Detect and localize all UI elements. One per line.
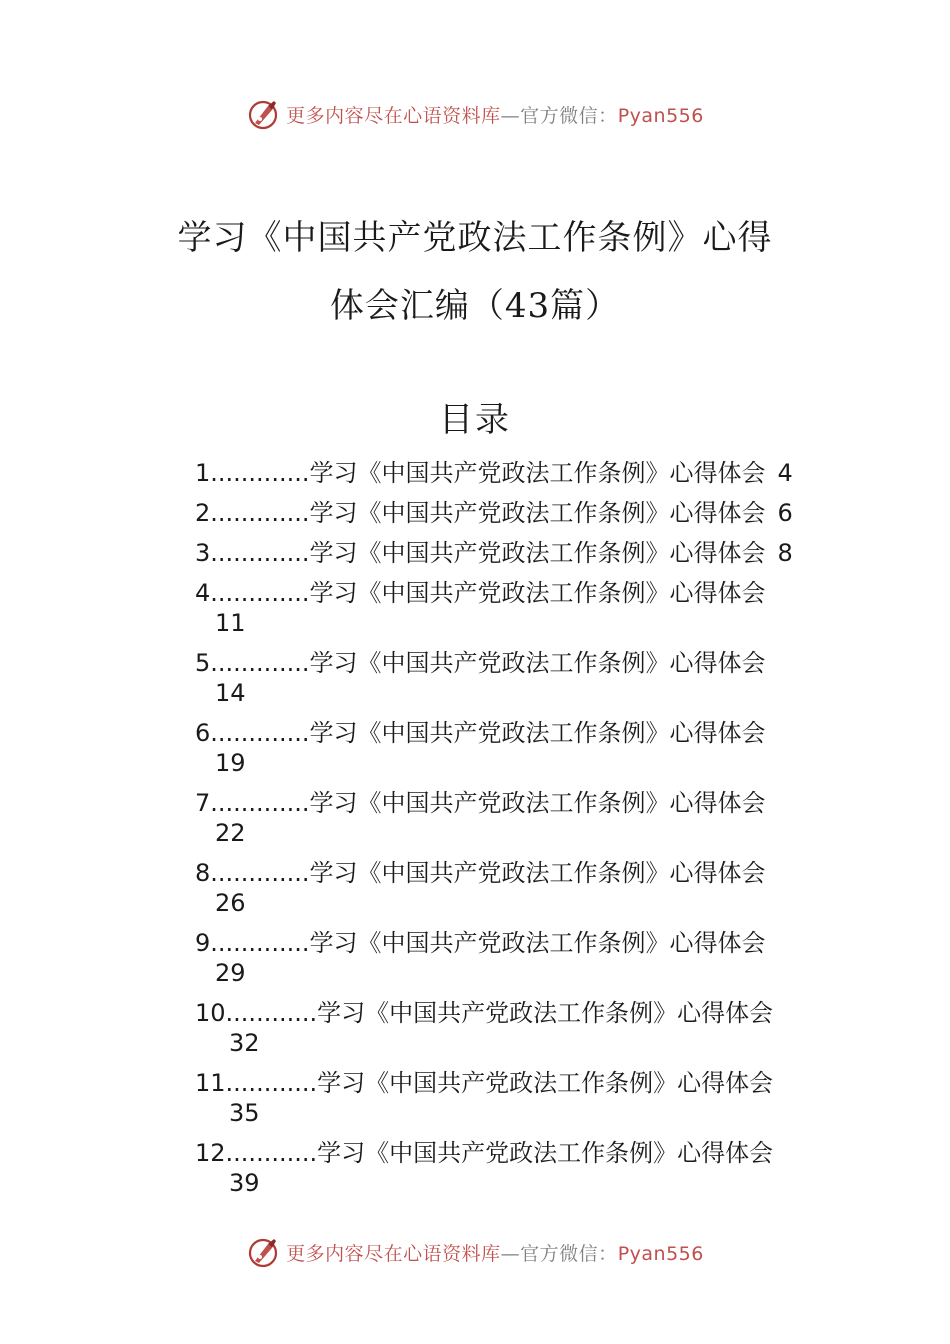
toc-entry-page: 26 (215, 889, 246, 917)
pen-nib-logo-icon (246, 97, 280, 131)
toc-entry-leader: ............. (210, 859, 310, 887)
toc-entry-label: 学习《中国共产党政法工作条例》心得体会 (317, 1069, 774, 1097)
watermark-dash: — (500, 1242, 521, 1265)
toc-entry-number: 8 (195, 859, 211, 887)
toc-entry[interactable] (195, 578, 855, 648)
toc-entry[interactable] (195, 1068, 855, 1138)
document-title-line2: 体会汇编（43篇） (329, 286, 621, 326)
toc-entry[interactable] (195, 858, 855, 928)
toc-entry-page: 14 (215, 679, 246, 707)
toc-entry-number: 9 (195, 929, 211, 957)
toc-entry-number: 4 (195, 579, 211, 607)
header-watermark-banner (0, 94, 950, 134)
toc-entry-page: 19 (215, 749, 246, 777)
watermark-content (246, 1235, 704, 1269)
toc-entry-leader: ............ (225, 1069, 318, 1097)
watermark-channel: 官方微信： (520, 104, 618, 127)
toc-heading: 目录 (439, 400, 511, 440)
toc-entry[interactable] (195, 538, 855, 578)
watermark-text (286, 1239, 704, 1266)
watermark-wechat-id: Pyan556 (617, 1242, 704, 1265)
toc-entry-leader: ............. (210, 499, 310, 527)
toc-entry-page: 35 (229, 1099, 260, 1127)
toc-entry-leader: ............. (210, 539, 310, 567)
toc-entry[interactable] (195, 648, 855, 718)
footer-watermark-banner (0, 1232, 950, 1272)
toc-entry-label: 学习《中国共产党政法工作条例》心得体会 (309, 459, 766, 487)
watermark-text (286, 101, 704, 128)
toc-entry-label: 学习《中国共产党政法工作条例》心得体会 (309, 859, 766, 887)
toc-entry[interactable] (195, 718, 855, 788)
toc-entry-label: 学习《中国共产党政法工作条例》心得体会 (309, 499, 766, 527)
toc-entry-label: 学习《中国共产党政法工作条例》心得体会 (317, 1139, 774, 1167)
toc-entry-page: 8 (777, 539, 793, 567)
toc-entry-number: 6 (195, 719, 211, 747)
toc-entry-label: 学习《中国共产党政法工作条例》心得体会 (309, 579, 766, 607)
toc-entry-number: 3 (195, 539, 211, 567)
toc-entry-leader: ............. (210, 719, 310, 747)
toc-entry[interactable] (195, 998, 855, 1068)
toc-entry-label: 学习《中国共产党政法工作条例》心得体会 (309, 789, 766, 817)
toc-entry[interactable] (195, 1138, 855, 1208)
watermark-main-text: 更多内容尽在心语资料库 (286, 104, 501, 127)
toc-entry-page: 29 (215, 959, 246, 987)
toc-entry-leader: ............. (210, 459, 310, 487)
watermark-main-text: 更多内容尽在心语资料库 (286, 1242, 501, 1265)
toc-entry-page: 22 (215, 819, 246, 847)
toc-entry-number: 12 (195, 1139, 226, 1167)
toc-entry-leader: ............. (210, 649, 310, 677)
toc-entry-label: 学习《中国共产党政法工作条例》心得体会 (317, 999, 774, 1027)
toc-entry[interactable] (195, 498, 855, 538)
toc-entry[interactable] (195, 788, 855, 858)
toc-entry-label: 学习《中国共产党政法工作条例》心得体会 (309, 539, 766, 567)
toc-entry-leader: ............. (210, 789, 310, 817)
toc-entry-label: 学习《中国共产党政法工作条例》心得体会 (309, 929, 766, 957)
toc-entry-leader: ............ (225, 1139, 318, 1167)
toc-entry-page: 4 (777, 459, 793, 487)
toc-entry-page: 6 (777, 499, 793, 527)
toc-entry-label: 学习《中国共产党政法工作条例》心得体会 (309, 719, 766, 747)
toc-entry-page: 11 (215, 609, 246, 637)
toc-entry-leader: ............. (210, 929, 310, 957)
toc-entry-number: 1 (195, 459, 211, 487)
toc-entry-number: 11 (195, 1069, 226, 1097)
watermark-wechat-id: Pyan556 (617, 104, 704, 127)
toc-entry-page: 39 (229, 1169, 260, 1197)
watermark-content (246, 97, 704, 131)
watermark-channel: 官方微信： (520, 1242, 618, 1265)
watermark-dash: — (500, 104, 521, 127)
toc-entry-number: 5 (195, 649, 211, 677)
toc-entry[interactable] (195, 458, 855, 498)
document-title-line1: 学习《中国共产党政法工作条例》心得 (177, 218, 773, 258)
toc-entry-number: 10 (195, 999, 226, 1027)
toc-entry-leader: ............ (225, 999, 318, 1027)
toc-entry-number: 2 (195, 499, 211, 527)
toc-entry-page: 32 (229, 1029, 260, 1057)
toc-entry[interactable] (195, 928, 855, 998)
toc-entry-label: 学习《中国共产党政法工作条例》心得体会 (309, 649, 766, 677)
toc-entry-leader: ............. (210, 579, 310, 607)
table-of-contents (195, 458, 855, 1208)
toc-entry-number: 7 (195, 789, 211, 817)
pen-nib-logo-icon (246, 1235, 280, 1269)
